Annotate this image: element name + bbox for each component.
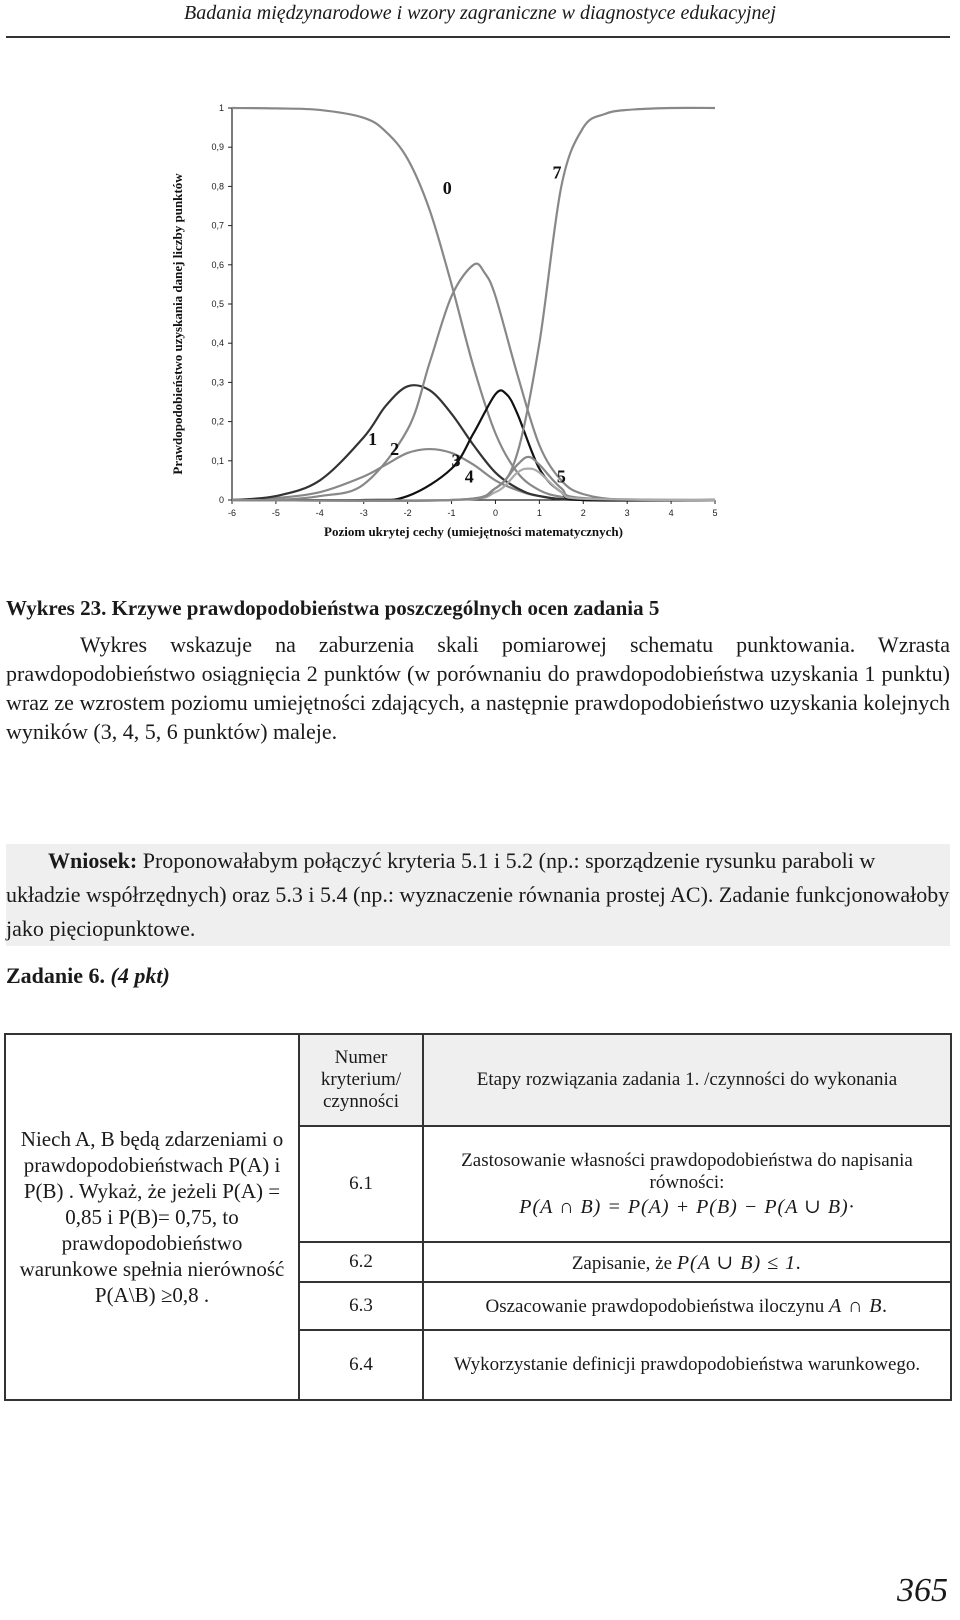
header-steps-cell: Etapy rozwiązania zadania 1. /czynności do wykonania	[423, 1034, 951, 1126]
criterion-number: 6.2	[299, 1242, 423, 1282]
header-number-cell: Numer kryterium/ czynności	[299, 1034, 423, 1126]
series-line-0	[232, 108, 715, 500]
x-tick-label: -3	[359, 508, 368, 518]
series-line-7	[232, 108, 715, 501]
curve-label-1: 1	[368, 429, 378, 450]
curve-label-4: 4	[464, 466, 474, 487]
x-tick-label: -2	[403, 508, 412, 518]
x-tick-label: -6	[227, 508, 237, 518]
chart-svg	[160, 96, 750, 566]
running-header: Badania międzynarodowe i wzory zagraniczne w diagnostyce edukacyjnej	[184, 2, 776, 24]
problem-statement: Niech A, B będą zdarzeniami o prawdopodobieństwach P(A) i P(B) . Wykaż, że jeżeli P(A) = 0,85 i P(B)= 0,75, to prawdopodobieństwo warunkowe spełnia nierówność P(A\B) ≥0,8 .	[19, 1127, 285, 1307]
page-number: 365	[897, 1572, 948, 1609]
x-tick-label: 0	[492, 508, 498, 518]
conclusion-label: Wniosek:	[48, 848, 138, 873]
y-tick-label: 0	[218, 495, 224, 505]
x-tick-label: 2	[580, 508, 586, 518]
criterion-description	[423, 1126, 951, 1242]
curve-label-7: 7	[552, 162, 562, 183]
task-heading	[6, 963, 170, 989]
x-tick-label: 4	[668, 508, 674, 518]
x-tick-label: -5	[271, 508, 280, 518]
criterion-text: Oszacowanie prawdopodobieństwa iloczynu	[485, 1295, 825, 1317]
task-points: (4 pkt)	[110, 963, 170, 988]
y-tick-label: 0,8	[211, 181, 224, 192]
y-tick-label: 0,2	[211, 416, 224, 427]
figure-caption: Wykres 23. Krzywe prawdopodobieństwa poszczególnych ocen zadania 5	[6, 596, 660, 620]
conclusion-box	[6, 844, 950, 946]
y-tick-label: 0,1	[211, 455, 224, 466]
x-axis-label: Poziom ukrytej cechy (umiejętności matematycznych)	[324, 524, 623, 539]
curve-label-0: 0	[442, 178, 452, 199]
criterion-formula: A ∩ B.	[828, 1294, 889, 1317]
y-tick-label: 0,6	[211, 259, 224, 270]
body-paragraph	[6, 630, 950, 746]
table-row	[5, 1034, 951, 1126]
header-divider	[6, 36, 950, 38]
conclusion-text: Proponowałabym połączyć kryteria 5.1 i 5.2 (np.: sporządzenie rysunku paraboli w układzie współrzędnych) oraz 5.3 i 5.4 (np.: wyznaczenie równania prostej AC). Zadanie funkcjonowałoby jako pięciopunktowe.	[6, 848, 950, 941]
curve-label-3: 3	[451, 450, 461, 471]
y-tick-label: 0,4	[211, 338, 224, 349]
problem-statement-cell	[5, 1034, 299, 1400]
y-tick-label: 0,9	[211, 142, 224, 153]
probability-curves-chart	[160, 96, 750, 566]
y-tick-label: 1	[218, 103, 224, 113]
criterion-number: 6.3	[299, 1282, 423, 1330]
x-tick-label: 5	[712, 508, 718, 518]
y-axis-label: Prawdopodobieństwo uzyskania danej liczby punktów	[170, 173, 185, 475]
body-paragraph-text: Wykres wskazuje na zaburzenia skali pomiarowej schematu punktowania. Wzrasta prawdopodobieństwo osiągnięcia 2 punktów (w porównaniu do prawdopodobieństwa uzyskania 1 punktu) wraz ze wzrostem poziomu umiejętności zdających, a następnie prawdopodobieństwo uzyskania kolejnych wyników (3, 4, 5, 6 punktów) maleje.	[6, 632, 950, 744]
x-tick-label: 3	[624, 508, 630, 518]
task-title: Zadanie 6.	[6, 963, 106, 988]
criteria-table	[4, 1033, 952, 1401]
curve-label-5: 5	[556, 466, 566, 487]
criterion-description	[423, 1242, 951, 1282]
criterion-formula: P(A ∩ B) = P(A) + P(B) − P(A ∪ B)·	[519, 1195, 855, 1218]
criterion-formula: P(A ∪ B) ≤ 1.	[676, 1251, 803, 1274]
criterion-description	[423, 1330, 951, 1400]
x-tick-label: 1	[536, 508, 542, 518]
y-tick-label: 0,7	[211, 220, 224, 231]
y-tick-label: 0,3	[211, 377, 224, 388]
criterion-text: Zastosowanie własności prawdopodobieństwa do napisania równości:	[461, 1149, 913, 1193]
criterion-number: 6.4	[299, 1330, 423, 1400]
criterion-text: Zapisanie, że	[571, 1252, 673, 1274]
criterion-number: 6.1	[299, 1126, 423, 1242]
criterion-text: Wykorzystanie definicji prawdopodobieństwa warunkowego.	[453, 1354, 921, 1375]
curve-label-2: 2	[390, 438, 400, 459]
criterion-description	[423, 1282, 951, 1330]
x-tick-label: -4	[315, 508, 324, 518]
x-tick-label: -1	[447, 508, 456, 518]
y-tick-label: 0,5	[211, 299, 224, 309]
